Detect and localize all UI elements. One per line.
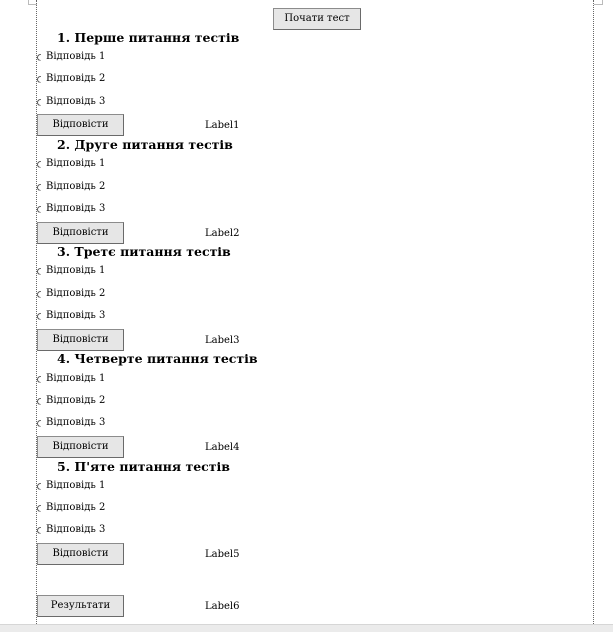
radio-icon[interactable] <box>37 420 44 427</box>
question-4-option-1[interactable] <box>37 372 105 386</box>
question-4-title: 4. Четверте питання тестів <box>57 351 258 366</box>
answer-button-3[interactable]: Відповісти <box>37 329 124 351</box>
option-label: Відповідь 3 <box>46 310 106 321</box>
result-label-3: Label3 <box>205 335 240 346</box>
radio-icon[interactable] <box>37 291 44 298</box>
question-1-option-1[interactable] <box>37 50 105 64</box>
radio-icon[interactable] <box>37 268 44 275</box>
question-3-option-3[interactable] <box>37 309 105 323</box>
answer-button-1[interactable]: Відповісти <box>37 114 124 136</box>
result-label-5: Label5 <box>205 549 240 560</box>
option-label: Відповідь 1 <box>46 51 106 62</box>
option-label: Відповідь 3 <box>46 203 106 214</box>
surface-corner-right <box>594 0 603 5</box>
question-3-option-2[interactable] <box>37 287 105 301</box>
question-1-option-2[interactable] <box>37 72 105 86</box>
result-label-4: Label4 <box>205 442 240 453</box>
question-4-option-3[interactable] <box>37 416 105 430</box>
option-label: Відповідь 2 <box>46 395 106 406</box>
option-label: Відповідь 2 <box>46 73 106 84</box>
answer-button-5[interactable]: Відповісти <box>37 543 124 565</box>
radio-icon[interactable] <box>37 313 44 320</box>
radio-icon[interactable] <box>37 206 44 213</box>
bottom-status-strip <box>0 624 613 632</box>
results-label: Label6 <box>205 601 240 612</box>
option-label: Відповідь 1 <box>46 265 106 276</box>
answer-button-4[interactable]: Відповісти <box>37 436 124 458</box>
question-2-option-2[interactable] <box>37 180 105 194</box>
results-button[interactable]: Результати <box>37 595 124 617</box>
question-2-title: 2. Друге питання тестів <box>57 137 233 152</box>
result-label-1: Label1 <box>205 120 240 131</box>
option-label: Відповідь 2 <box>46 181 106 192</box>
question-5-option-3[interactable] <box>37 523 105 537</box>
option-label: Відповідь 3 <box>46 96 106 107</box>
result-label-2: Label2 <box>205 228 240 239</box>
question-5-option-1[interactable] <box>37 479 105 493</box>
option-label: Відповідь 1 <box>46 373 106 384</box>
radio-icon[interactable] <box>37 527 44 534</box>
radio-icon[interactable] <box>37 76 44 83</box>
radio-icon[interactable] <box>37 99 44 106</box>
question-3-title: 3. Третє питання тестів <box>57 244 231 259</box>
question-5-title: 5. П'яте питання тестів <box>57 459 230 474</box>
option-label: Відповідь 3 <box>46 417 106 428</box>
option-label: Відповідь 1 <box>46 480 106 491</box>
radio-icon[interactable] <box>37 376 44 383</box>
question-1-title: 1. Перше питання тестів <box>57 30 240 45</box>
radio-icon[interactable] <box>37 398 44 405</box>
option-label: Відповідь 1 <box>46 158 106 169</box>
radio-icon[interactable] <box>37 161 44 168</box>
question-5-option-2[interactable] <box>37 501 105 515</box>
radio-icon[interactable] <box>37 505 44 512</box>
option-label: Відповідь 2 <box>46 288 106 299</box>
question-2-option-3[interactable] <box>37 202 105 216</box>
start-test-button[interactable]: Почати тест <box>273 8 361 30</box>
option-label: Відповідь 3 <box>46 524 106 535</box>
question-4-option-2[interactable] <box>37 394 105 408</box>
question-2-option-1[interactable] <box>37 157 105 171</box>
answer-button-2[interactable]: Відповісти <box>37 222 124 244</box>
question-3-option-1[interactable] <box>37 264 105 278</box>
radio-icon[interactable] <box>37 483 44 490</box>
radio-icon[interactable] <box>37 54 44 61</box>
design-surface <box>36 0 594 624</box>
radio-icon[interactable] <box>37 184 44 191</box>
question-1-option-3[interactable] <box>37 95 105 109</box>
option-label: Відповідь 2 <box>46 502 106 513</box>
